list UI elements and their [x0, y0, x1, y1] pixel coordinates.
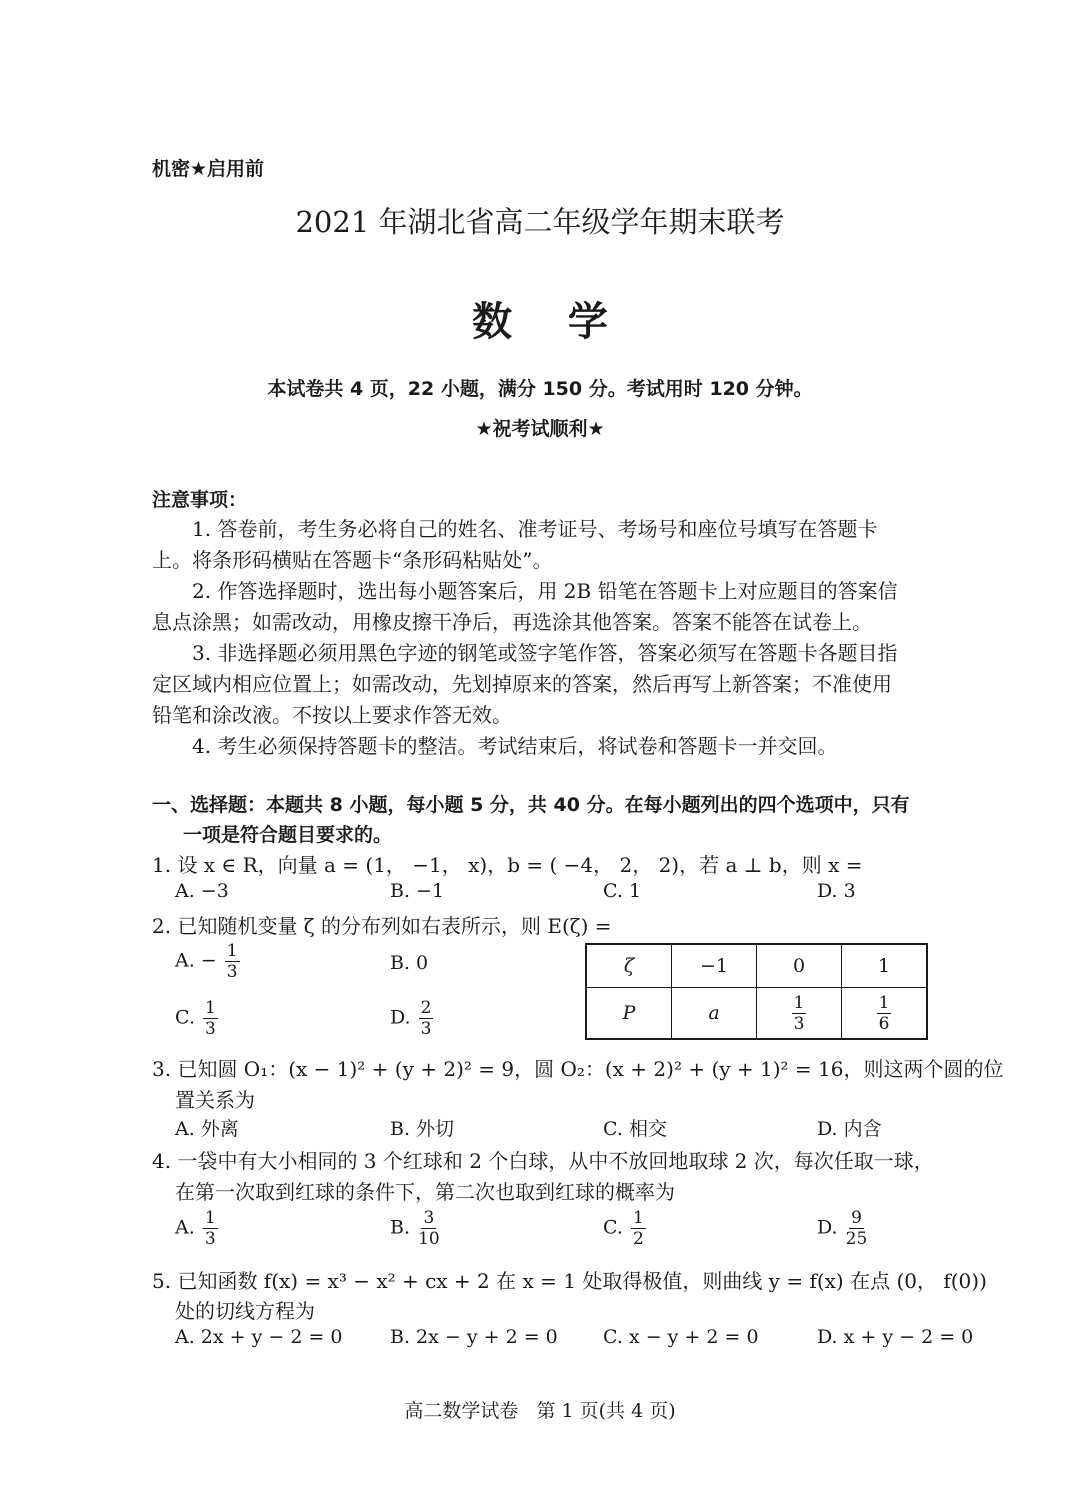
table-cell: 1: [842, 944, 928, 988]
prob-den: 6: [878, 1013, 890, 1034]
notice-item-2a: 2. 作答选择题时，选出每小题答案后，用 2B 铅笔在答题卡上对应题目的答案信: [192, 579, 898, 603]
q1-option-b: B. −1: [390, 880, 445, 902]
q2-option-d-fraction: [419, 998, 434, 1039]
prob-num: 1: [878, 992, 890, 1013]
q4-option-d-fraction: [846, 1208, 868, 1249]
page-footer: 高二数学试卷 第 1 页(共 4 页): [404, 1400, 676, 1422]
q3-option-c: C. 相交: [603, 1118, 667, 1140]
q3-option-b: B. 外切: [390, 1118, 455, 1140]
q2-option-d-den: 3: [420, 1019, 432, 1039]
q2-option-c-num: 1: [204, 998, 216, 1018]
notice-item-1a: 1. 答卷前，考生务必将自己的姓名、准考证号、考场号和座位号填写在答题卡: [192, 517, 878, 541]
q2-option-c-fraction: [203, 998, 218, 1039]
q4-option-b-fraction: [418, 1208, 440, 1249]
q4-option-b-num: 3: [423, 1208, 435, 1228]
notice-item-3c: 铅笔和涂改液。不按以上要求作答无效。: [152, 703, 512, 727]
q2-option-d-prefix: D.: [390, 1006, 411, 1029]
table-cell: 0: [757, 944, 842, 988]
q5-option-c: C. x − y + 2 = 0: [603, 1326, 759, 1348]
q4-option-c-fraction: [631, 1208, 646, 1249]
q4-option-c-prefix: C.: [603, 1216, 623, 1239]
q1-option-d: D. 3: [817, 880, 856, 902]
q3-option-d: D. 内含: [817, 1118, 882, 1140]
distribution-row-probabilities: [586, 988, 927, 1040]
table-cell: ζ: [586, 944, 672, 988]
q2-option-a-den: 3: [226, 962, 238, 982]
q4-option-a-prefix: A.: [175, 1216, 195, 1239]
q2-stem: 2. 已知随机变量 ζ 的分布列如右表所示，则 E(ζ) =: [152, 914, 612, 938]
prob-den: 3: [793, 1013, 805, 1034]
q2-option-b: B. 0: [390, 952, 429, 974]
q2-option-a: [175, 941, 242, 982]
q5-option-d: D. x + y − 2 = 0: [817, 1326, 974, 1348]
q1-option-c: C. 1: [603, 880, 642, 902]
q4-option-c: [603, 1208, 648, 1249]
table-cell: P: [586, 988, 672, 1040]
q2-option-a-prefix: A. −: [175, 949, 217, 972]
q4-option-a-num: 1: [204, 1208, 216, 1228]
confidential-label: 机密★启用前: [152, 158, 265, 180]
q3-stem-line1: 3. 已知圆 O₁：(x − 1)² + (y + 2)² = 9，圆 O₂：(x + 2)² + (y + 1)² = 16，则这两个圆的位: [152, 1057, 1004, 1081]
q4-option-d-num: 9: [851, 1208, 862, 1228]
q4-option-a: [175, 1208, 220, 1249]
prob-fraction: [877, 993, 892, 1034]
prob-fraction: [792, 993, 807, 1034]
table-cell: [757, 988, 842, 1040]
table-cell: [842, 988, 928, 1040]
q4-option-c-num: 1: [632, 1208, 644, 1228]
q4-stem-line2: 在第一次取到红球的条件下，第二次也取到红球的概率为: [175, 1180, 675, 1204]
section1-heading-line1: 一、选择题：本题共 8 小题，每小题 5 分，共 40 分。在每小题列出的四个选项中，只有: [152, 794, 910, 816]
q3-stem-line2: 置关系为: [175, 1088, 255, 1112]
q4-option-c-den: 2: [632, 1229, 644, 1249]
q1-stem: 1. 设 x ∈ R，向量 a = (1， −1， x)，b = ( −4， 2， 2)，若 a ⊥ b，则 x =: [152, 853, 863, 877]
notice-item-4: 4. 考生必须保持答题卡的整洁。考试结束后，将试卷和答题卡一并交回。: [192, 734, 838, 758]
notice-heading: 注意事项：: [152, 489, 248, 511]
notice-item-1b: 上。将条形码横贴在答题卡“条形码粘贴处”。: [152, 548, 553, 572]
distribution-row-values: [586, 944, 927, 988]
prob-num: 1: [793, 992, 805, 1013]
q4-stem-line1: 4. 一袋中有大小相同的 3 个红球和 2 个白球，从中不放回地取球 2 次，每次任取一球，: [152, 1149, 934, 1173]
exam-title: 2021 年湖北省高二年级学年期末联考: [295, 205, 785, 239]
notice-item-3b: 定区域内相应位置上；如需改动，先划掉原来的答案，然后再写上新答案；不准使用: [152, 672, 892, 696]
q4-option-d-den: 25: [845, 1229, 868, 1249]
q2-option-d-num: 2: [420, 998, 432, 1018]
q4-option-a-fraction: [203, 1208, 218, 1249]
distribution-table: [585, 943, 928, 1040]
notice-item-2b: 息点涂黑；如需改动，用橡皮擦干净后，再选涂其他答案。答案不能答在试卷上。: [152, 610, 872, 634]
q2-option-a-fraction: [225, 941, 240, 982]
table-cell: a: [672, 988, 757, 1040]
q1-option-a: A. −3: [175, 880, 229, 902]
q2-option-c: [175, 998, 220, 1039]
q4-option-b: [390, 1208, 442, 1249]
q4-option-b-prefix: B.: [390, 1216, 411, 1239]
table-cell: −1: [672, 944, 757, 988]
subject-title: 数 学: [472, 299, 608, 345]
q5-option-b: B. 2x − y + 2 = 0: [390, 1326, 558, 1348]
section1-heading-line2: 一项是符合题目要求的。: [183, 824, 393, 846]
q2-option-c-prefix: C.: [175, 1006, 195, 1029]
q2-option-a-num: 1: [226, 941, 238, 961]
q4-option-a-den: 3: [204, 1229, 216, 1249]
exam-info: 本试卷共 4 页，22 小题，满分 150 分。考试用时 120 分钟。: [267, 378, 813, 400]
q4-option-d: [817, 1208, 869, 1249]
q2-option-d: [390, 998, 435, 1039]
q5-stem-line1: 5. 已知函数 f(x) = x³ − x² + cx + 2 在 x = 1 处取得极值，则曲线 y = f(x) 在点 (0， f(0)): [152, 1269, 987, 1293]
q4-option-b-den: 10: [418, 1229, 440, 1249]
q4-option-d-prefix: D.: [817, 1216, 838, 1239]
q2-option-c-den: 3: [204, 1019, 216, 1039]
notice-item-3a: 3. 非选择题必须用黑色字迹的钢笔或签字笔作答，答案必须写在答题卡各题目指: [192, 641, 898, 665]
blessing: ★祝考试顺利★: [475, 418, 605, 440]
q3-option-a: A. 外离: [175, 1118, 239, 1140]
q5-option-a: A. 2x + y − 2 = 0: [175, 1326, 343, 1348]
q5-stem-line2: 处的切线方程为: [175, 1299, 315, 1323]
